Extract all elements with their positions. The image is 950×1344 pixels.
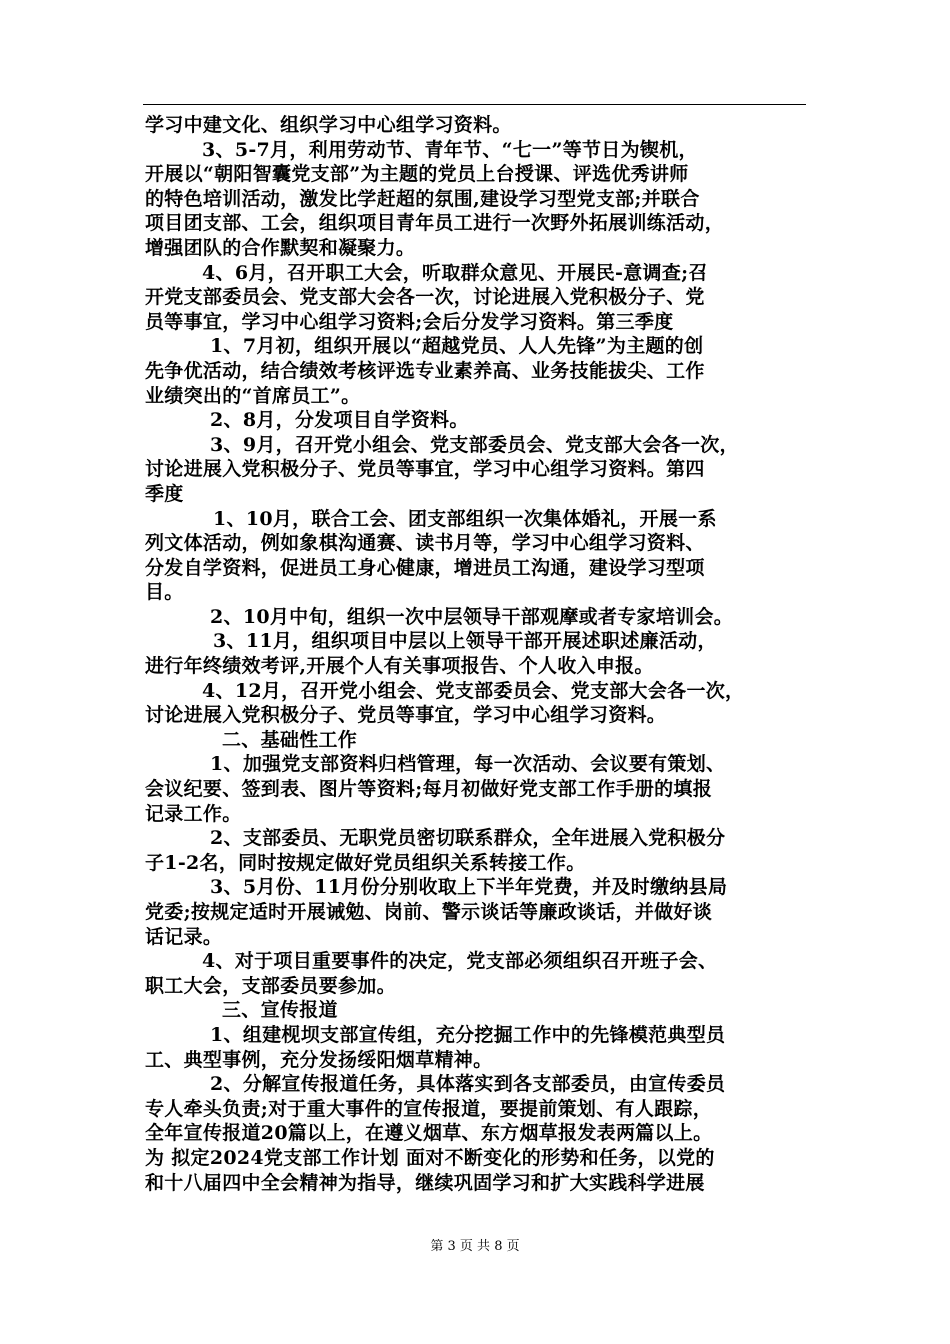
- text-line: 会议纪要、签到表、图片等资料;每月初做好党支部工作手册的填报: [145, 778, 713, 801]
- text-line: 3、5-7月，利用劳动节、青年节、“七一”等节日为锲机，: [202, 138, 698, 161]
- text-line: 1、组建枧坝支部宣传组，充分挖掘工作中的先锋模范典型员: [210, 1023, 726, 1046]
- text-line: 工、典型事例，充分发扬绥阳烟草精神。: [145, 1048, 493, 1071]
- text-line: 党委;按规定适时开展诫勉、岗前、警示谈话等廉政谈话，并做好谈: [145, 901, 713, 923]
- text-line: 2、分解宣传报道任务，具体落实到各支部委员，由宣传委员: [210, 1073, 726, 1096]
- text-line: 开党支部委员会、党支部大会各一次，讨论进展入党积极分子、党: [145, 286, 705, 309]
- text-line: 和十八届四中全会精神为指导，继续巩固学习和扩大实践科学进展: [145, 1171, 705, 1194]
- text-line: 1、10月，联合工会、团支部组织一次集体婚礼，开展一系: [213, 507, 717, 530]
- text-line: 列文体活动，例如象棋沟通赛、读书月等，学习中心组学习资料、: [145, 532, 705, 555]
- text-line: 2、8月，分发项目自学资料。: [210, 409, 469, 432]
- text-line: 3、11月，组织项目中层以上领导干部开展述职述廉活动，: [213, 630, 717, 653]
- text-line: 记录工作。: [145, 802, 242, 825]
- document-body: [145, 113, 810, 1195]
- text-line: 员等事宜，学习中心组学习资料;会后分发学习资料。第三季度: [145, 310, 674, 333]
- text-line: 1、加强党支部资料归档管理，每一次活动、会议要有策划、: [210, 753, 726, 776]
- text-line: 项目团支部、工会，组织项目青年员工进行一次野外拓展训练活动，: [145, 212, 725, 235]
- text-line: 4、12月，召开党小组会、党支部委员会、党支部大会各一次，: [202, 679, 745, 702]
- text-line: 3、5月份、11月份分别收取上下半年党费，并及时缴纳县局: [210, 876, 728, 899]
- text-line: 开展以“朝阳智囊党支部”为主题的党员上台授课、评选优秀讲师: [145, 163, 689, 186]
- text-line: 全年宣传报道20篇以上，在遵义烟草、东方烟草报发表两篇以上。: [145, 1122, 713, 1145]
- text-line: 分发自学资料，促进员工身心健康，增进员工沟通，建设学习型项: [145, 556, 705, 579]
- text-line: 讨论进展入党积极分子、党员等事宜，学习中心组学习资料。: [145, 704, 667, 727]
- text-line: 增强团队的合作默契和凝聚力。: [145, 236, 416, 259]
- text-line: 为 拟定2024党支部工作计划 面对不断变化的形势和任务，以党的: [145, 1146, 715, 1169]
- text-line: 先争优活动，结合绩效考核评选专业素养高、业务技能拔尖、工作: [145, 359, 705, 382]
- text-line: 2、支部委员、无职党员密切联系群众，全年进展入党积极分: [210, 827, 726, 850]
- text-line: 三、宣传报道: [222, 999, 338, 1022]
- text-line: 1、7月初，组织开展以“超越党员、人人先锋”为主题的创: [210, 335, 704, 358]
- text-line: 二、基础性工作: [222, 728, 358, 751]
- text-line: 专人牵头负责;对于重大事件的宣传报道，要提前策划、有人跟踪，: [145, 1097, 713, 1120]
- text-line: 4、6月，召开职工大会，听取群众意见、开展民-意调查;召: [202, 261, 708, 284]
- text-line: 话记录。: [145, 925, 223, 948]
- text-line: 季度: [145, 482, 184, 505]
- text-line: 目。: [145, 581, 184, 604]
- text-line: 学习中建文化、组织学习中心组学习资料。: [145, 114, 512, 136]
- text-line: 子1-2名，同时按规定做好党员组织关系转接工作。: [145, 851, 586, 874]
- header-rule: [143, 104, 806, 105]
- text-line: 职工大会，支部委员要参加。: [145, 974, 396, 997]
- text-line: 3、9月，召开党小组会、党支部委员会、党支部大会各一次，: [210, 433, 739, 456]
- text-line: 讨论进展入党积极分子、党员等事宜，学习中心组学习资料。第四: [145, 458, 705, 481]
- text-line: 的特色培训活动，激发比学赶超的氛围,建设学习型党支部;并联合: [145, 187, 700, 210]
- page-footer: 第 3 页 共 8 页: [430, 1239, 520, 1254]
- text-line: 4、对于项目重要事件的决定，党支部必须组织召开班子会、: [202, 950, 718, 973]
- text-line: 业绩突出的“首席员工”。: [145, 384, 361, 407]
- text-line: 进行年终绩效考评,开展个人有关事项报告、个人收入申报。: [145, 655, 654, 678]
- text-line: 2、10月中旬，组织一次中层领导干部观摩或者专家培训会。: [210, 605, 734, 628]
